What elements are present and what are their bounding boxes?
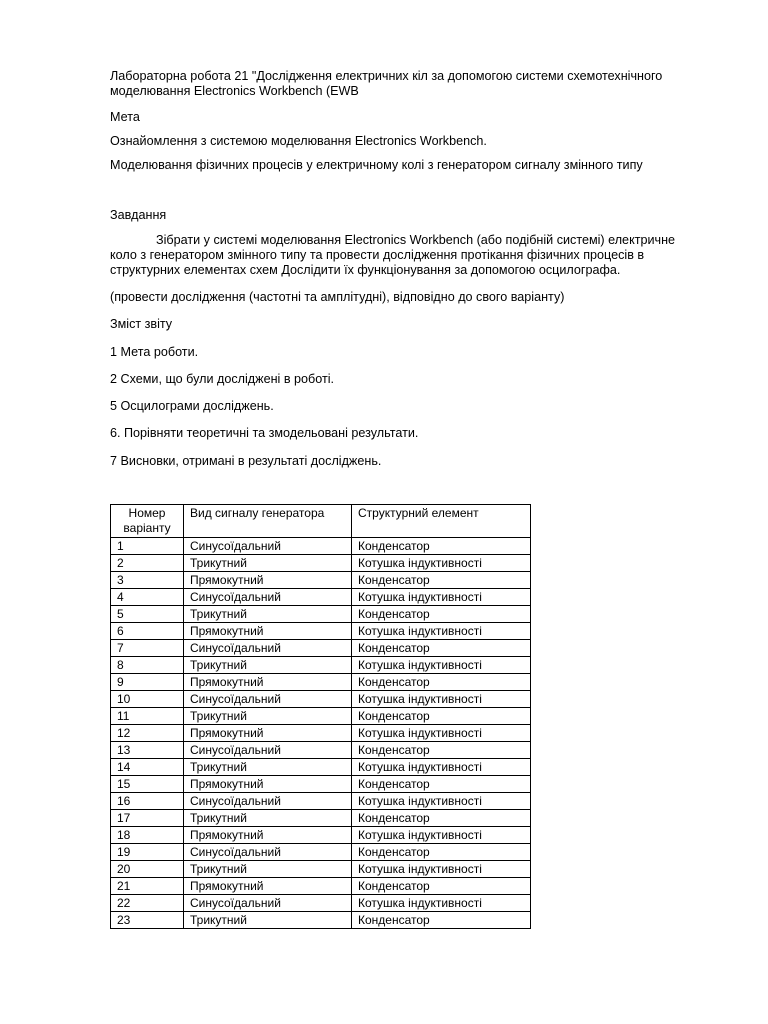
document-title (110, 69, 662, 99)
table-row (111, 793, 531, 810)
goal-line-1: Ознайомлення з системою моделювання Electronics Workbench. (110, 134, 487, 148)
table-header-row (111, 505, 531, 538)
cell-signal-type: Синусоїдальний (184, 793, 352, 810)
table-row (111, 776, 531, 793)
cell-variant-number: 22 (111, 895, 184, 912)
table-row (111, 759, 531, 776)
cell-variant-number: 6 (111, 623, 184, 640)
cell-structural-element: Конденсатор (352, 674, 531, 691)
cell-variant-number: 11 (111, 708, 184, 725)
cell-variant-number: 9 (111, 674, 184, 691)
cell-structural-element: Котушка індуктивності (352, 759, 531, 776)
title-line-2: моделювання Electronics Workbench (EWB (110, 84, 359, 98)
cell-structural-element: Конденсатор (352, 776, 531, 793)
cell-variant-number: 4 (111, 589, 184, 606)
cell-structural-element: Котушка індуктивності (352, 861, 531, 878)
task-note: (провести дослідження (частотні та амплітудні), відповідно до свого варіанту) (110, 290, 565, 304)
table-row (111, 589, 531, 606)
task-line-1: Зібрати у системі моделювання Electronics Workbench (або подібній системі) електричне (156, 233, 676, 247)
table-body (111, 538, 531, 929)
table-row (111, 657, 531, 674)
cell-signal-type: Синусоїдальний (184, 691, 352, 708)
table-row (111, 674, 531, 691)
cell-signal-type: Синусоїдальний (184, 742, 352, 759)
cell-signal-type: Прямокутний (184, 572, 352, 589)
title-line-1: Лабораторна робота 21 "Дослідження електричних кіл за допомогою системи схемотехнічного (110, 69, 663, 83)
cell-variant-number: 23 (111, 912, 184, 929)
cell-signal-type: Трикутний (184, 606, 352, 623)
cell-variant-number: 16 (111, 793, 184, 810)
report-heading: Зміст звіту (110, 317, 173, 331)
cell-variant-number: 7 (111, 640, 184, 657)
cell-signal-type: Трикутний (184, 657, 352, 674)
goal-line-2: Моделювання фізичних процесів у електричному колі з генератором сигналу змінного типу (110, 158, 643, 172)
cell-variant-number: 14 (111, 759, 184, 776)
table-row (111, 844, 531, 861)
cell-variant-number: 20 (111, 861, 184, 878)
cell-structural-element: Конденсатор (352, 538, 531, 555)
cell-structural-element: Конденсатор (352, 844, 531, 861)
cell-structural-element: Котушка індуктивності (352, 827, 531, 844)
cell-structural-element: Конденсатор (352, 640, 531, 657)
cell-structural-element: Конденсатор (352, 708, 531, 725)
cell-structural-element: Котушка індуктивності (352, 555, 531, 572)
cell-signal-type: Трикутний (184, 708, 352, 725)
table-row (111, 912, 531, 929)
cell-signal-type: Прямокутний (184, 674, 352, 691)
cell-variant-number: 18 (111, 827, 184, 844)
cell-structural-element: Котушка індуктивності (352, 623, 531, 640)
cell-signal-type: Прямокутний (184, 776, 352, 793)
table-row (111, 708, 531, 725)
table-row (111, 538, 531, 555)
table-row (111, 606, 531, 623)
table-row (111, 861, 531, 878)
cell-signal-type: Трикутний (184, 810, 352, 827)
cell-structural-element: Конденсатор (352, 912, 531, 929)
cell-structural-element: Конденсатор (352, 742, 531, 759)
table-row (111, 827, 531, 844)
table-row (111, 878, 531, 895)
table-row (111, 725, 531, 742)
table-row (111, 742, 531, 759)
table-row (111, 691, 531, 708)
cell-structural-element: Конденсатор (352, 810, 531, 827)
cell-signal-type: Синусоїдальний (184, 844, 352, 861)
cell-structural-element: Конденсатор (352, 606, 531, 623)
cell-signal-type: Трикутний (184, 555, 352, 572)
task-line-2: коло з генератором змінного типу та провести дослідження протікання фізичних процесів в (110, 248, 645, 262)
cell-structural-element: Котушка індуктивності (352, 691, 531, 708)
cell-variant-number: 8 (111, 657, 184, 674)
cell-signal-type: Трикутний (184, 759, 352, 776)
goal-heading: Мета (110, 110, 140, 124)
cell-signal-type: Прямокутний (184, 623, 352, 640)
cell-variant-number: 10 (111, 691, 184, 708)
cell-variant-number: 1 (111, 538, 184, 555)
variants-table (110, 504, 531, 929)
cell-structural-element: Котушка індуктивності (352, 657, 531, 674)
report-item: 5 Осцилограми досліджень. (110, 399, 274, 413)
task-paragraph (110, 233, 675, 278)
cell-structural-element: Котушка індуктивності (352, 589, 531, 606)
cell-variant-number: 13 (111, 742, 184, 759)
cell-signal-type: Прямокутний (184, 878, 352, 895)
report-item: 1 Мета роботи. (110, 345, 199, 359)
cell-signal-type: Прямокутний (184, 725, 352, 742)
cell-structural-element: Конденсатор (352, 878, 531, 895)
header-signal-type: Вид сигналу генератора (184, 505, 352, 538)
cell-signal-type: Синусоїдальний (184, 589, 352, 606)
cell-signal-type: Синусоїдальний (184, 895, 352, 912)
table-row (111, 623, 531, 640)
cell-variant-number: 3 (111, 572, 184, 589)
cell-variant-number: 17 (111, 810, 184, 827)
table-row (111, 895, 531, 912)
cell-signal-type: Синусоїдальний (184, 538, 352, 555)
cell-variant-number: 15 (111, 776, 184, 793)
table-row (111, 572, 531, 589)
report-item: 2 Схеми, що були досліджені в роботі. (110, 372, 335, 386)
cell-variant-number: 2 (111, 555, 184, 572)
cell-variant-number: 21 (111, 878, 184, 895)
cell-structural-element: Котушка індуктивності (352, 725, 531, 742)
header-variant-number: Номер варіанту (111, 505, 184, 538)
task-heading: Завдання (110, 208, 167, 222)
cell-structural-element: Котушка індуктивності (352, 895, 531, 912)
cell-signal-type: Трикутний (184, 861, 352, 878)
report-item: 6. Порівняти теоретичні та змодельовані результати. (110, 426, 419, 440)
cell-signal-type: Прямокутний (184, 827, 352, 844)
cell-structural-element: Конденсатор (352, 572, 531, 589)
table-row (111, 810, 531, 827)
cell-structural-element: Котушка індуктивності (352, 793, 531, 810)
cell-variant-number: 5 (111, 606, 184, 623)
table-row (111, 555, 531, 572)
header-structural-element: Структурний елемент (352, 505, 531, 538)
cell-variant-number: 12 (111, 725, 184, 742)
task-line-3: структурних елементах схем Дослідити їх функціонування за допомогою осцилографа. (110, 263, 621, 277)
cell-signal-type: Трикутний (184, 912, 352, 929)
cell-signal-type: Синусоїдальний (184, 640, 352, 657)
cell-variant-number: 19 (111, 844, 184, 861)
table-row (111, 640, 531, 657)
report-item: 7 Висновки, отримані в результаті досліджень. (110, 454, 382, 468)
